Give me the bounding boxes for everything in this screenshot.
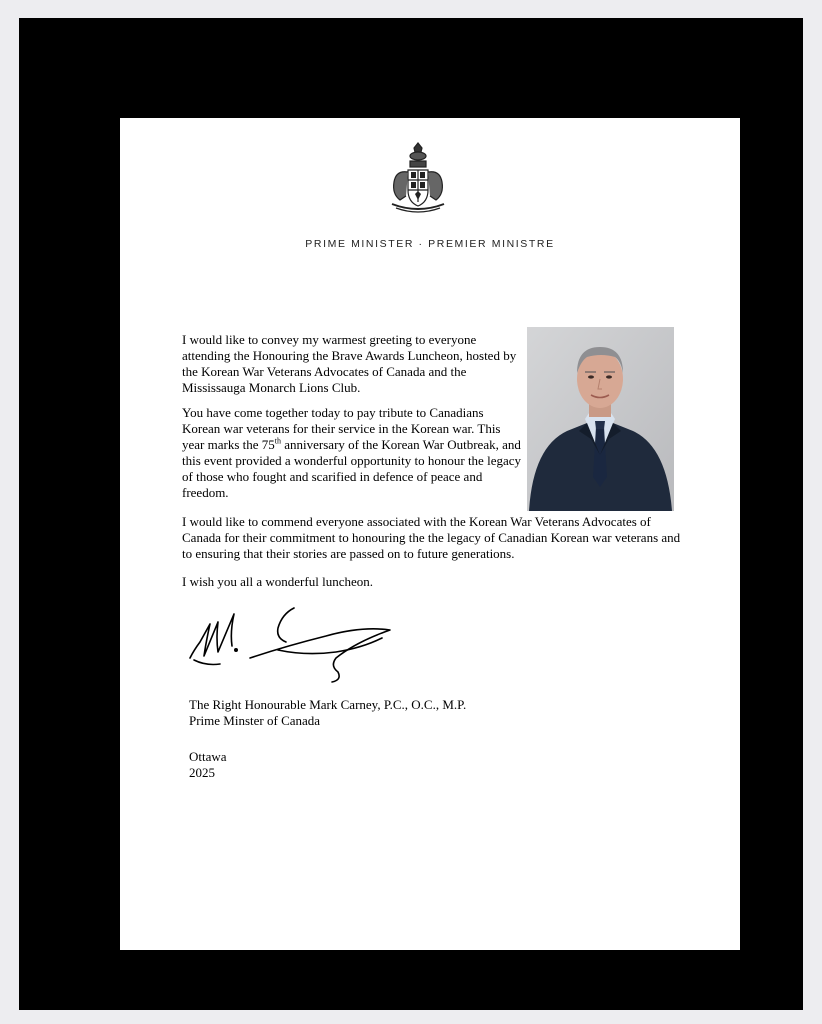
signature-icon [186, 602, 406, 688]
portrait-photo [527, 327, 674, 511]
place-city: Ottawa [189, 749, 227, 764]
closing-line: I wish you all a wonderful luncheon. [182, 574, 373, 589]
paragraph-tribute [182, 405, 522, 501]
black-frame [19, 18, 803, 1010]
signatory-block [189, 697, 589, 729]
ordinal-suffix: th [274, 436, 282, 446]
coat-of-arms-icon [386, 142, 450, 214]
signatory-title: Prime Minster of Canada [189, 713, 321, 728]
paragraph-tribute-part2: anniversary of the Korean War Outbreak, and this event provided a wonderful opportunity to honour the legacy of those who fought and scarified in defence of peace and freedom. [182, 437, 522, 500]
paragraph-greeting: I would like to convey my warmest greeting to everyone attending the Honouring the Brave Awards Luncheon, hosted by the Korean War Veterans Advocates of Canada and the Mississauga Monarch Lions Club. [182, 332, 517, 395]
paragraph-commendation: I would like to commend everyone associated with the Korean War Veterans Advocates of Canada for their commitment to honouring the the legacy of Canadian Korean war veterans and to ensuring that their stories are passed on to future generations. [182, 514, 681, 561]
signatory-name: The Right Honourable Mark Carney, P.C., O.C., M.P. [189, 697, 467, 712]
office-title: PRIME MINISTER · PREMIER MINISTRE [305, 238, 555, 250]
letter-page [120, 118, 740, 950]
place-date-block [189, 749, 389, 781]
place-year: 2025 [189, 765, 215, 780]
paragraph-tribute-part1: You have come together today to pay tribute to Canadians Korean war veterans for their service in the Korean war. This year marks the 75 [182, 405, 501, 452]
